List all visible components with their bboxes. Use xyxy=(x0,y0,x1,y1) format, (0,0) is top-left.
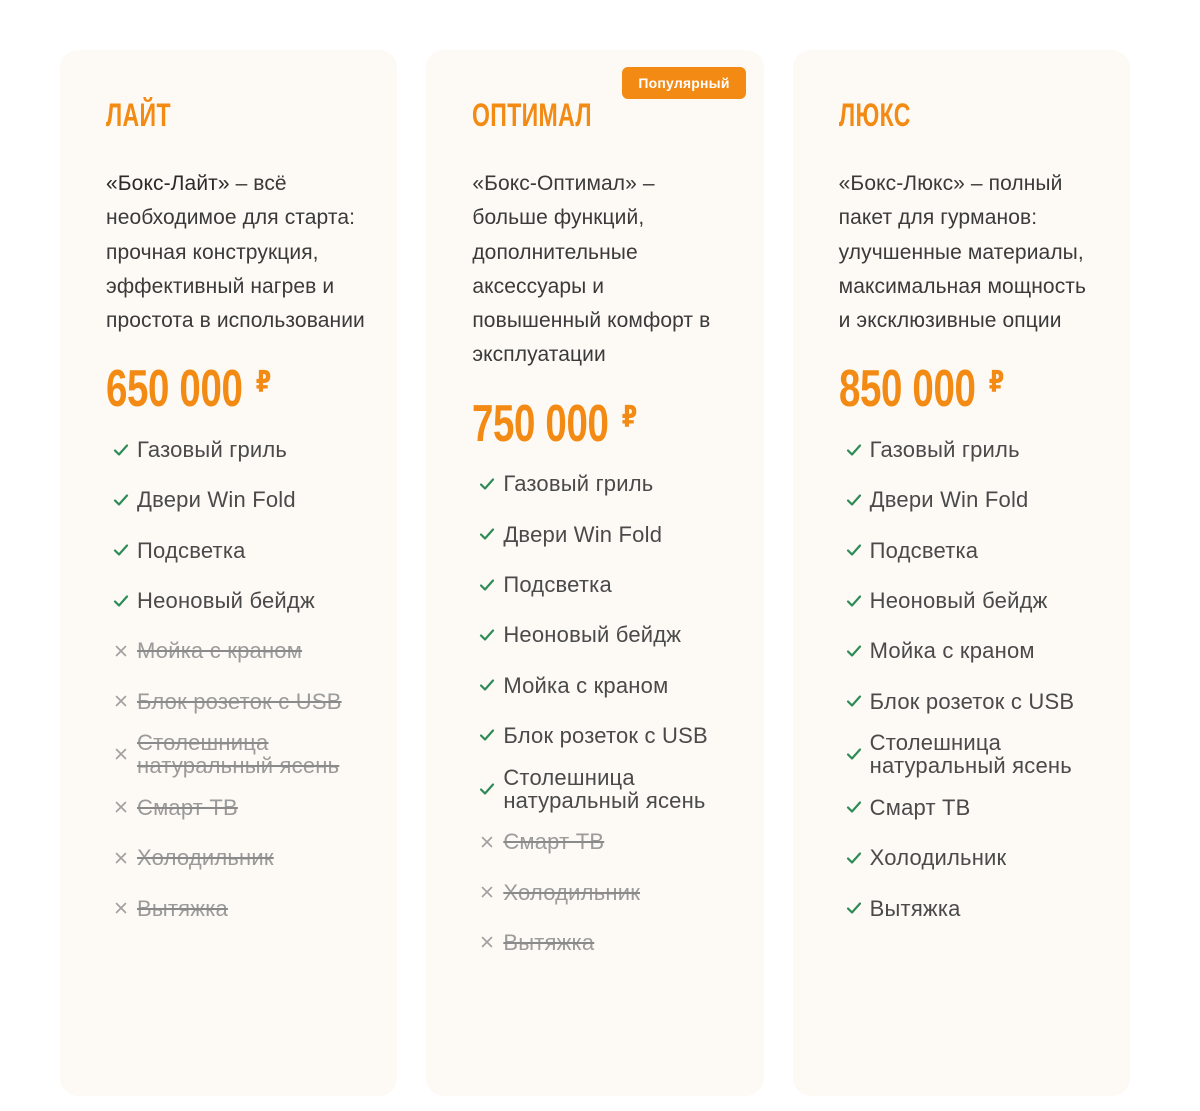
popular-badge: Популярный xyxy=(622,67,745,99)
feature-included xyxy=(839,726,1102,782)
check-icon xyxy=(843,743,865,765)
check-icon xyxy=(476,674,498,696)
feature-included xyxy=(839,626,1102,676)
check-icon xyxy=(843,489,865,511)
feature-excluded xyxy=(106,883,369,933)
feature-included xyxy=(472,660,735,710)
check-icon xyxy=(476,574,498,596)
feature-label: Смарт ТВ xyxy=(137,794,238,820)
feature-label: Столешница натуральный ясень xyxy=(137,730,340,779)
feature-included xyxy=(839,525,1102,575)
feature-included xyxy=(839,883,1102,933)
plan-name: ОПТИМАЛ xyxy=(472,97,593,133)
feature-label: Неоновый бейдж xyxy=(869,588,1048,614)
feature-included xyxy=(106,575,369,625)
feature-label: Газовый гриль xyxy=(137,437,288,463)
check-icon xyxy=(843,539,865,561)
feature-excluded xyxy=(106,833,369,883)
feature-excluded xyxy=(106,676,369,726)
feature-label: Блок розеток с USB xyxy=(503,722,708,748)
feature-included xyxy=(839,475,1102,525)
feature-label: Подсветка xyxy=(869,537,979,563)
plan-card-optimal xyxy=(426,50,763,1096)
plan-price-value: 850 000 xyxy=(838,360,976,419)
check-icon xyxy=(843,640,865,662)
cross-icon xyxy=(110,690,132,712)
check-icon xyxy=(110,489,132,511)
pricing-plans xyxy=(60,50,1130,1096)
feature-list xyxy=(106,424,369,933)
feature-included xyxy=(106,475,369,525)
feature-label: Двери Win Fold xyxy=(503,521,663,547)
feature-label: Неоновый бейдж xyxy=(137,588,315,614)
feature-label: Подсветка xyxy=(503,572,612,598)
check-icon xyxy=(110,439,132,461)
feature-label: Двери Win Fold xyxy=(869,487,1029,513)
plan-price xyxy=(838,360,1034,419)
feature-label: Мойка с краном xyxy=(503,672,669,698)
feature-included xyxy=(839,676,1102,726)
plan-description: «Бокс-Люкс» – полный пакет для гурманов: улучшенные материалы, максимальная мощность и эксклюзивные опции xyxy=(838,172,1087,333)
check-icon xyxy=(476,624,498,646)
check-icon xyxy=(476,473,498,495)
currency-symbol: ₽ xyxy=(622,400,638,434)
cross-icon xyxy=(110,743,132,765)
feature-included xyxy=(472,459,735,509)
check-icon xyxy=(110,539,132,561)
feature-label: Подсветка xyxy=(137,537,246,563)
feature-excluded xyxy=(106,726,369,782)
feature-label: Холодильник xyxy=(503,879,641,905)
feature-included xyxy=(839,575,1102,625)
feature-included xyxy=(106,424,369,474)
feature-included xyxy=(839,833,1102,883)
currency-symbol: ₽ xyxy=(255,366,271,400)
cross-icon xyxy=(476,831,498,853)
feature-list xyxy=(472,459,735,968)
feature-label: Двери Win Fold xyxy=(137,487,296,513)
plan-description-title: «Бокс-Лайт» xyxy=(106,172,230,195)
feature-excluded xyxy=(106,626,369,676)
check-icon xyxy=(843,439,865,461)
cross-icon xyxy=(476,931,498,953)
feature-label: Блок розеток с USB xyxy=(869,688,1075,714)
feature-excluded xyxy=(472,817,735,867)
feature-included xyxy=(839,782,1102,832)
check-icon xyxy=(476,523,498,545)
feature-included xyxy=(472,710,735,760)
feature-label: Вытяжка xyxy=(869,895,961,921)
currency-symbol: ₽ xyxy=(988,366,1004,400)
check-icon xyxy=(843,690,865,712)
feature-label: Мойка с краном xyxy=(869,638,1035,664)
plan-name: ЛЮКС xyxy=(838,97,911,133)
check-icon xyxy=(476,778,498,800)
plan-card-lite xyxy=(60,50,397,1096)
feature-label: Вытяжка xyxy=(503,929,595,955)
feature-label: Блок розеток с USB xyxy=(137,688,342,714)
feature-label: Холодильник xyxy=(869,845,1007,871)
feature-included xyxy=(106,525,369,575)
feature-label: Смарт ТВ xyxy=(869,794,971,820)
feature-label: Холодильник xyxy=(137,845,274,871)
plan-price-value: 650 000 xyxy=(106,360,243,419)
feature-included xyxy=(472,610,735,660)
feature-label: Неоновый бейдж xyxy=(503,622,682,648)
plan-price xyxy=(472,394,667,453)
cross-icon xyxy=(110,897,132,919)
check-icon xyxy=(843,847,865,869)
plan-price xyxy=(106,360,301,419)
feature-excluded xyxy=(472,917,735,967)
feature-label: Смарт ТВ xyxy=(503,829,605,855)
feature-label: Столешница натуральный ясень xyxy=(869,730,1072,779)
feature-included xyxy=(472,509,735,559)
plan-description: «Бокс-Оптимал» – больше функций, дополнительные аксессуары и повышенный комфорт в эксплуатации xyxy=(472,172,711,367)
cross-icon xyxy=(110,847,132,869)
feature-excluded xyxy=(472,867,735,917)
feature-included xyxy=(472,761,735,817)
check-icon xyxy=(110,590,132,612)
plan-price-value: 750 000 xyxy=(472,394,609,453)
feature-included xyxy=(472,559,735,609)
plan-name: ЛАЙТ xyxy=(106,97,171,133)
plan-description xyxy=(106,167,369,338)
cross-icon xyxy=(110,796,132,818)
check-icon xyxy=(843,897,865,919)
feature-excluded xyxy=(106,782,369,832)
feature-included xyxy=(839,424,1102,474)
feature-label: Вытяжка xyxy=(137,895,228,921)
feature-list xyxy=(839,424,1102,933)
plan-description-text: – всё необходимое для старта: прочная конструкция, эффективный нагрев и простота в использовании xyxy=(106,172,365,333)
check-icon xyxy=(476,724,498,746)
feature-label: Газовый гриль xyxy=(503,471,654,497)
feature-label: Газовый гриль xyxy=(869,437,1020,463)
feature-label: Столешница натуральный ясень xyxy=(503,764,706,813)
check-icon xyxy=(843,796,865,818)
feature-label: Мойка с краном xyxy=(137,638,303,664)
cross-icon xyxy=(476,881,498,903)
plan-card-lux xyxy=(793,50,1130,1096)
check-icon xyxy=(843,590,865,612)
cross-icon xyxy=(110,640,132,662)
